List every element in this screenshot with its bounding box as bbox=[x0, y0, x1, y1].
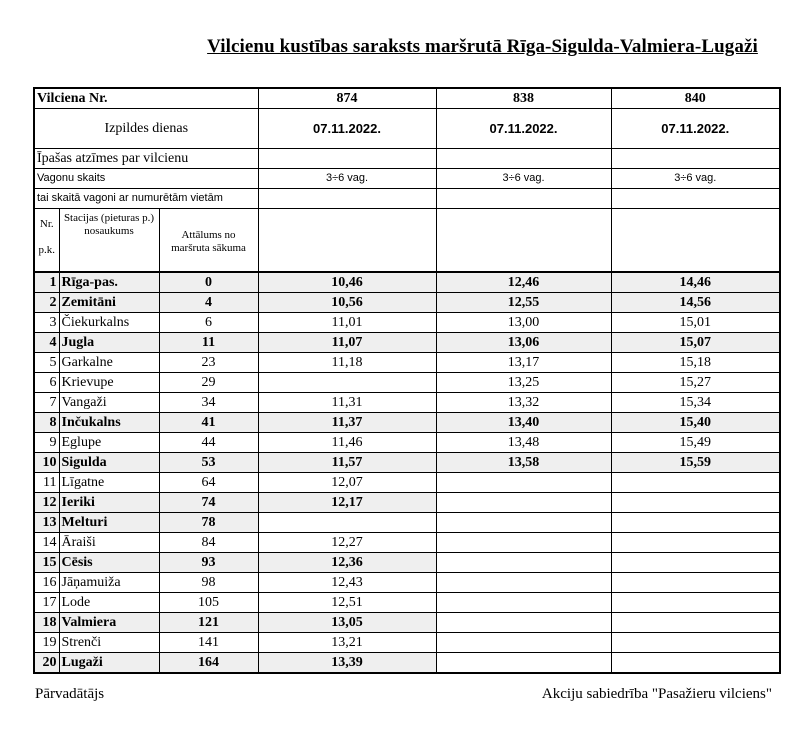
numbered-row bbox=[34, 189, 780, 209]
station-name: Krievupe bbox=[59, 373, 159, 393]
train-840-time bbox=[611, 493, 780, 513]
col-838-header bbox=[436, 209, 611, 273]
train-838-date: 07.11.2022. bbox=[436, 109, 611, 149]
station-row bbox=[34, 493, 780, 513]
col-station-header: Stacijas (pieturas p.) nosaukums bbox=[59, 209, 159, 273]
train-840-time: 14,46 bbox=[611, 272, 780, 293]
station-row bbox=[34, 553, 780, 573]
station-row bbox=[34, 633, 780, 653]
station-row bbox=[34, 293, 780, 313]
timetable bbox=[33, 87, 781, 674]
wagons-row bbox=[34, 169, 780, 189]
train-874-time bbox=[258, 513, 436, 533]
station-name: Sigulda bbox=[59, 453, 159, 473]
train-840-number: 840 bbox=[611, 88, 780, 109]
train-840-time bbox=[611, 653, 780, 674]
train-838-time bbox=[436, 533, 611, 553]
station-nr: 20 bbox=[34, 653, 59, 674]
train-838-time: 13,58 bbox=[436, 453, 611, 473]
station-nr: 8 bbox=[34, 413, 59, 433]
notes-row bbox=[34, 149, 780, 169]
station-name: Valmiera bbox=[59, 613, 159, 633]
station-name: Melturi bbox=[59, 513, 159, 533]
station-distance: 29 bbox=[159, 373, 258, 393]
station-nr: 17 bbox=[34, 593, 59, 613]
station-row bbox=[34, 413, 780, 433]
station-nr: 14 bbox=[34, 533, 59, 553]
station-nr: 13 bbox=[34, 513, 59, 533]
station-distance: 141 bbox=[159, 633, 258, 653]
train-840-time bbox=[611, 553, 780, 573]
station-distance: 78 bbox=[159, 513, 258, 533]
train-840-wagons: 3÷6 vag. bbox=[611, 169, 780, 189]
train-840-time: 15,18 bbox=[611, 353, 780, 373]
station-nr: 16 bbox=[34, 573, 59, 593]
station-distance: 34 bbox=[159, 393, 258, 413]
col-nr-header: Nr. p.k. bbox=[34, 209, 59, 273]
col-840-header bbox=[611, 209, 780, 273]
station-row bbox=[34, 393, 780, 413]
station-nr: 12 bbox=[34, 493, 59, 513]
station-name: Lugaži bbox=[59, 653, 159, 674]
train-840-time: 15,49 bbox=[611, 433, 780, 453]
station-name: Jugla bbox=[59, 333, 159, 353]
station-nr: 4 bbox=[34, 333, 59, 353]
wagons-label: Vagonu skaits bbox=[34, 169, 258, 189]
train-838-time: 13,32 bbox=[436, 393, 611, 413]
station-distance: 98 bbox=[159, 573, 258, 593]
station-row bbox=[34, 353, 780, 373]
station-row bbox=[34, 533, 780, 553]
station-nr: 5 bbox=[34, 353, 59, 373]
station-distance: 23 bbox=[159, 353, 258, 373]
train-874-time: 11,07 bbox=[258, 333, 436, 353]
station-name: Jāņamuiža bbox=[59, 573, 159, 593]
station-row bbox=[34, 272, 780, 293]
train-838-time bbox=[436, 593, 611, 613]
train-838-time bbox=[436, 573, 611, 593]
train-874-time: 13,21 bbox=[258, 633, 436, 653]
train-838-time: 13,06 bbox=[436, 333, 611, 353]
train-874-time: 11,01 bbox=[258, 313, 436, 333]
station-nr: 7 bbox=[34, 393, 59, 413]
train-838-time: 13,40 bbox=[436, 413, 611, 433]
train-840-time: 14,56 bbox=[611, 293, 780, 313]
station-name: Līgatne bbox=[59, 473, 159, 493]
station-nr: 18 bbox=[34, 613, 59, 633]
train-874-time: 12,17 bbox=[258, 493, 436, 513]
numbered-label: tai skaitā vagoni ar numurētām vietām bbox=[34, 189, 258, 209]
train-874-time: 11,18 bbox=[258, 353, 436, 373]
train-840-time bbox=[611, 513, 780, 533]
train-874-notes bbox=[258, 149, 436, 169]
train-number-row bbox=[34, 88, 780, 109]
train-874-time: 11,57 bbox=[258, 453, 436, 473]
train-838-time bbox=[436, 653, 611, 674]
station-nr: 9 bbox=[34, 433, 59, 453]
station-distance: 93 bbox=[159, 553, 258, 573]
operator-name: Akciju sabiedrība "Pasažieru vilciens" bbox=[541, 686, 772, 702]
train-838-wagons: 3÷6 vag. bbox=[436, 169, 611, 189]
train-874-time: 12,36 bbox=[258, 553, 436, 573]
train-838-time bbox=[436, 513, 611, 533]
train-874-time: 13,39 bbox=[258, 653, 436, 674]
train-838-time: 12,55 bbox=[436, 293, 611, 313]
train-840-notes bbox=[611, 149, 780, 169]
station-row bbox=[34, 433, 780, 453]
train-874-time: 12,51 bbox=[258, 593, 436, 613]
station-row bbox=[34, 653, 780, 674]
train-874-time: 10,56 bbox=[258, 293, 436, 313]
train-874-time: 11,46 bbox=[258, 433, 436, 453]
train-838-time bbox=[436, 633, 611, 653]
station-distance: 74 bbox=[159, 493, 258, 513]
train-874-time: 11,31 bbox=[258, 393, 436, 413]
station-name: Rīga-pas. bbox=[59, 272, 159, 293]
station-nr: 19 bbox=[34, 633, 59, 653]
days-label: Izpildes dienas bbox=[34, 109, 258, 149]
train-840-time bbox=[611, 633, 780, 653]
station-distance: 11 bbox=[159, 333, 258, 353]
train-838-time: 13,17 bbox=[436, 353, 611, 373]
station-nr: 2 bbox=[34, 293, 59, 313]
station-row bbox=[34, 453, 780, 473]
train-838-time: 12,46 bbox=[436, 272, 611, 293]
col-distance-header: Attālums no maršruta sākuma bbox=[159, 209, 258, 273]
train-838-time bbox=[436, 613, 611, 633]
days-row bbox=[34, 109, 780, 149]
station-row bbox=[34, 573, 780, 593]
station-name: Cēsis bbox=[59, 553, 159, 573]
column-header-row bbox=[34, 209, 780, 273]
train-840-time bbox=[611, 573, 780, 593]
station-nr: 10 bbox=[34, 453, 59, 473]
train-874-number: 874 bbox=[258, 88, 436, 109]
station-name: Āraiši bbox=[59, 533, 159, 553]
train-840-numbered bbox=[611, 189, 780, 209]
page-title-text: Vilcienu kustības saraksts maršrutā Rīga-Sigulda-Valmiera-Lugaži bbox=[207, 36, 758, 57]
station-name: Garkalne bbox=[59, 353, 159, 373]
station-distance: 164 bbox=[159, 653, 258, 674]
station-nr: 3 bbox=[34, 313, 59, 333]
train-840-time: 15,59 bbox=[611, 453, 780, 473]
notes-label: Īpašas atzīmes par vilcienu bbox=[34, 149, 258, 169]
train-840-time bbox=[611, 473, 780, 493]
station-name: Ieriki bbox=[59, 493, 159, 513]
col-874-header bbox=[258, 209, 436, 273]
train-874-time bbox=[258, 373, 436, 393]
station-nr: 15 bbox=[34, 553, 59, 573]
operator-label: Pārvadātājs bbox=[35, 686, 105, 702]
station-name: Strenči bbox=[59, 633, 159, 653]
train-840-time: 15,01 bbox=[611, 313, 780, 333]
train-number-label: Vilciena Nr. bbox=[34, 88, 258, 109]
train-838-time bbox=[436, 473, 611, 493]
station-distance: 53 bbox=[159, 453, 258, 473]
station-name: Inčukalns bbox=[59, 413, 159, 433]
station-nr: 1 bbox=[34, 272, 59, 293]
train-874-wagons: 3÷6 vag. bbox=[258, 169, 436, 189]
train-874-time: 13,05 bbox=[258, 613, 436, 633]
station-row bbox=[34, 593, 780, 613]
station-distance: 0 bbox=[159, 272, 258, 293]
station-row bbox=[34, 333, 780, 353]
train-874-time: 11,37 bbox=[258, 413, 436, 433]
station-distance: 105 bbox=[159, 593, 258, 613]
train-838-time: 13,25 bbox=[436, 373, 611, 393]
station-distance: 44 bbox=[159, 433, 258, 453]
station-nr: 11 bbox=[34, 473, 59, 493]
station-nr: 6 bbox=[34, 373, 59, 393]
train-840-time: 15,40 bbox=[611, 413, 780, 433]
station-name: Čiekurkalns bbox=[59, 313, 159, 333]
station-distance: 4 bbox=[159, 293, 258, 313]
train-838-time: 13,48 bbox=[436, 433, 611, 453]
train-838-time bbox=[436, 553, 611, 573]
station-distance: 6 bbox=[159, 313, 258, 333]
station-row bbox=[34, 613, 780, 633]
train-840-time: 15,34 bbox=[611, 393, 780, 413]
station-distance: 84 bbox=[159, 533, 258, 553]
station-distance: 64 bbox=[159, 473, 258, 493]
train-840-time bbox=[611, 533, 780, 553]
train-874-time: 10,46 bbox=[258, 272, 436, 293]
train-874-time: 12,07 bbox=[258, 473, 436, 493]
train-840-date: 07.11.2022. bbox=[611, 109, 780, 149]
station-name: Lode bbox=[59, 593, 159, 613]
train-874-time: 12,43 bbox=[258, 573, 436, 593]
train-840-time: 15,27 bbox=[611, 373, 780, 393]
station-row bbox=[34, 373, 780, 393]
train-838-time bbox=[436, 493, 611, 513]
train-840-time: 15,07 bbox=[611, 333, 780, 353]
station-row bbox=[34, 473, 780, 493]
train-838-numbered bbox=[436, 189, 611, 209]
train-840-time bbox=[611, 613, 780, 633]
train-840-time bbox=[611, 593, 780, 613]
station-distance: 41 bbox=[159, 413, 258, 433]
train-838-time: 13,00 bbox=[436, 313, 611, 333]
station-name: Eglupe bbox=[59, 433, 159, 453]
train-838-notes bbox=[436, 149, 611, 169]
station-name: Zemitāni bbox=[59, 293, 159, 313]
train-874-time: 12,27 bbox=[258, 533, 436, 553]
station-distance: 121 bbox=[159, 613, 258, 633]
train-838-number: 838 bbox=[436, 88, 611, 109]
train-874-numbered bbox=[258, 189, 436, 209]
page-title bbox=[0, 36, 800, 58]
station-name: Vangaži bbox=[59, 393, 159, 413]
station-row bbox=[34, 313, 780, 333]
train-874-date: 07.11.2022. bbox=[258, 109, 436, 149]
station-row bbox=[34, 513, 780, 533]
